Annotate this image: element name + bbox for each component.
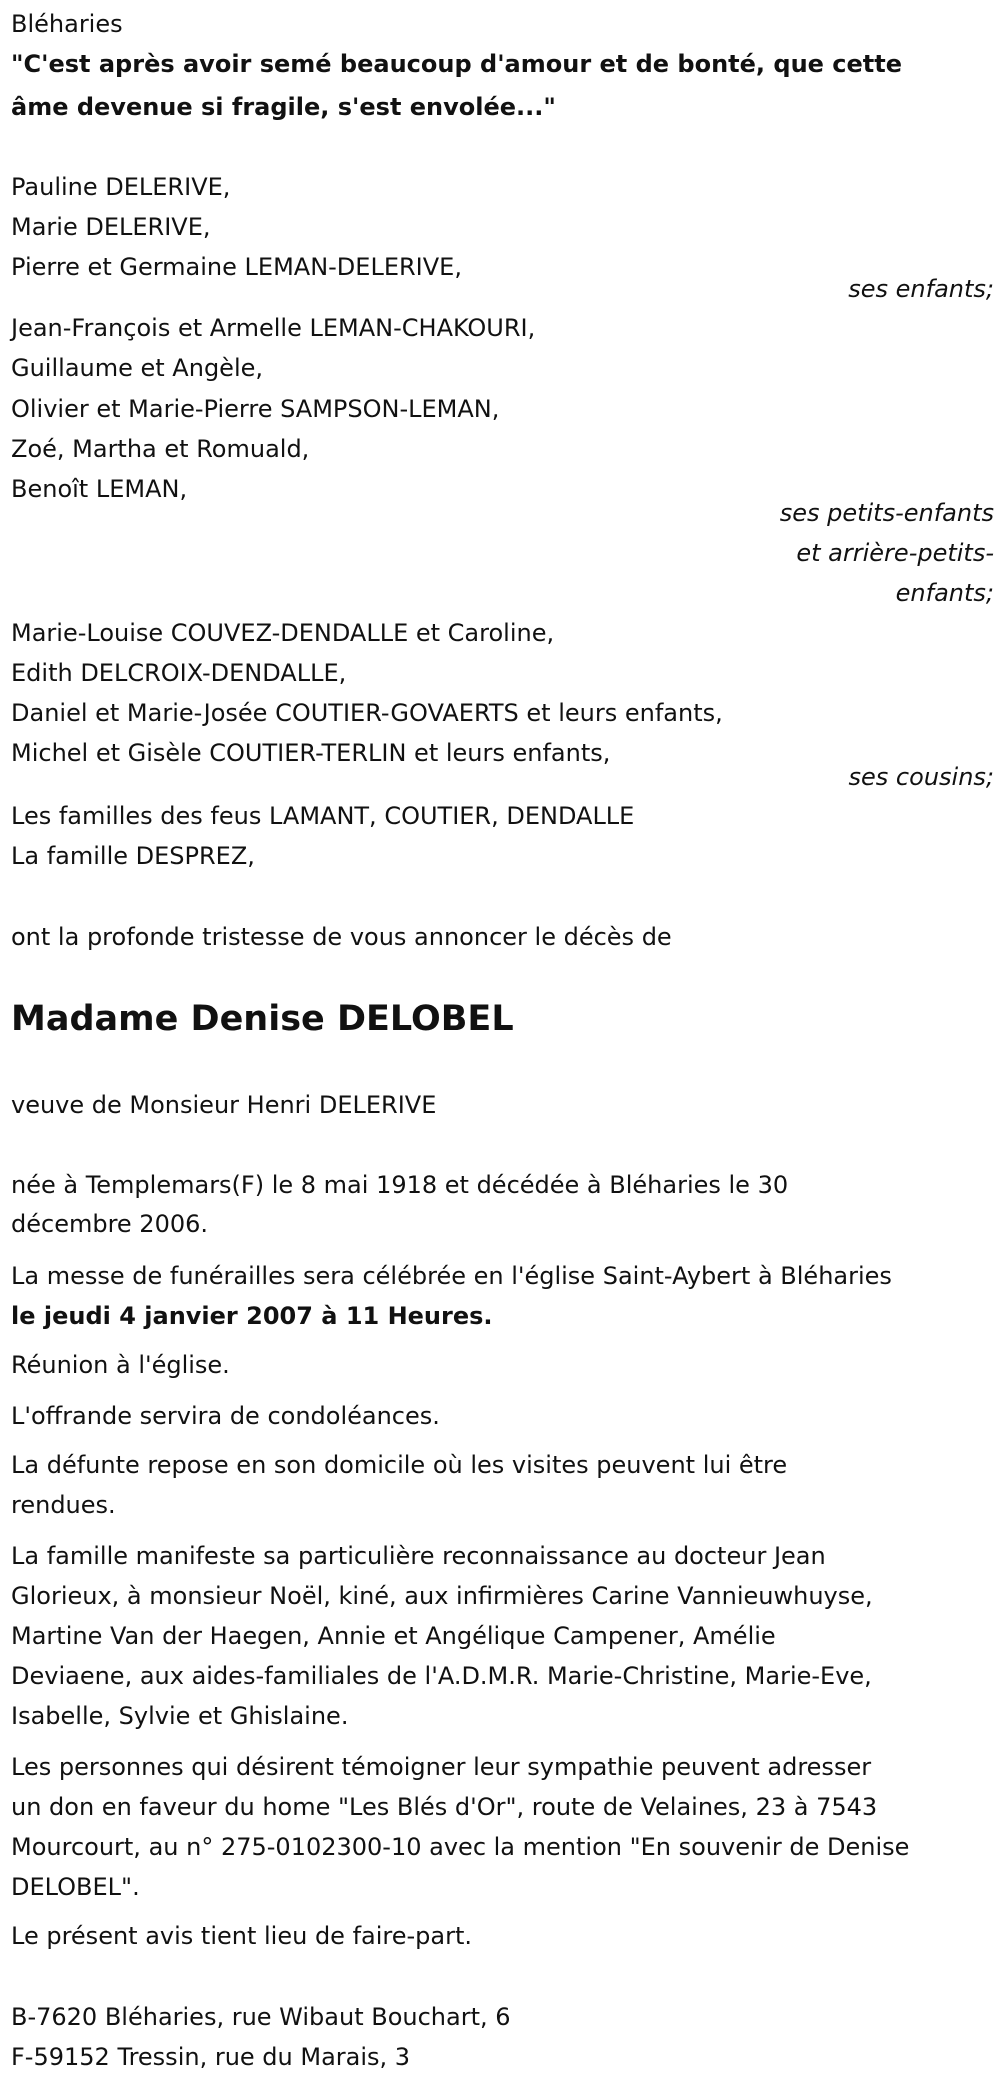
quote-line: âme devenue si fragile, s'est envolée..." xyxy=(11,93,556,121)
rest: La défunte repose en son domicile où les visites peuvent lui être xyxy=(11,1451,788,1479)
address: B-7620 Bléharies, rue Wibaut Bouchart, 6 xyxy=(11,2003,511,2031)
grandchild: Jean-François et Armelle LEMAN-CHAKOURI, xyxy=(11,314,536,342)
quote-line: "C'est après avoir semé beaucoup d'amour et de bonté, que cette xyxy=(11,50,903,78)
grandchildren-label: enfants; xyxy=(895,579,994,607)
thanks: Glorieux, à monsieur Noël, kiné, aux infirmières Carine Vannieuwhuyse, xyxy=(11,1582,873,1610)
donation: un don en faveur du home "Les Blés d'Or", route de Velaines, 23 à 7543 xyxy=(11,1793,878,1821)
grandchildren-label: ses petits-enfants xyxy=(779,499,994,527)
grandchild: Zoé, Martha et Romuald, xyxy=(11,435,310,463)
offering: L'offrande servira de condoléances. xyxy=(11,1402,440,1430)
mass-info: La messe de funérailles sera célébrée en l'église Saint-Aybert à Bléharies xyxy=(11,1262,892,1290)
cousin: Marie-Louise COUVEZ-DENDALLE et Caroline, xyxy=(11,619,555,647)
children-label: ses enfants; xyxy=(848,275,994,303)
thanks: Deviaene, aux aides-familiales de l'A.D.M.R. Marie-Christine, Marie-Eve, xyxy=(11,1662,872,1690)
child: Pierre et Germaine LEMAN-DELERIVE, xyxy=(11,253,462,281)
grandchildren-label: et arrière-petits- xyxy=(796,539,994,567)
child: Pauline DELERIVE, xyxy=(11,173,231,201)
donation: Les personnes qui désirent témoigner leur sympathie peuvent adresser xyxy=(11,1753,872,1781)
thanks: Martine Van der Haegen, Annie et Angélique Campener, Amélie xyxy=(11,1622,776,1650)
donation: Mourcourt, au n° 275-0102300-10 avec la mention "En souvenir de Denise xyxy=(11,1833,910,1861)
rest: rendues. xyxy=(11,1491,116,1519)
grandchild: Benoît LEMAN, xyxy=(11,475,188,503)
address: F-59152 Tressin, rue du Marais, 3 xyxy=(11,2043,411,2071)
cousin: Michel et Gisèle COUTIER-TERLIN et leurs enfants, xyxy=(11,739,611,767)
grandchild: Olivier et Marie-Pierre SAMPSON-LEMAN, xyxy=(11,395,500,423)
place: Bléharies xyxy=(11,10,123,38)
cousin: Edith DELCROIX-DENDALLE, xyxy=(11,659,347,687)
child: Marie DELERIVE, xyxy=(11,213,211,241)
cousin: Daniel et Marie-Josée COUTIER-GOVAERTS et leurs enfants, xyxy=(11,699,723,727)
deceased-name: Madame Denise DELOBEL xyxy=(11,999,514,1039)
family: La famille DESPREZ, xyxy=(11,842,255,870)
announcement: ont la profonde tristesse de vous annoncer le décès de xyxy=(11,923,672,951)
birth-death: décembre 2006. xyxy=(11,1210,209,1238)
meeting: Réunion à l'église. xyxy=(11,1351,230,1379)
thanks: Isabelle, Sylvie et Ghislaine. xyxy=(11,1702,349,1730)
notice: Le présent avis tient lieu de faire-part. xyxy=(11,1922,473,1950)
widow-of: veuve de Monsieur Henri DELERIVE xyxy=(11,1091,437,1119)
thanks: La famille manifeste sa particulière reconnaissance au docteur Jean xyxy=(11,1542,826,1570)
grandchild: Guillaume et Angèle, xyxy=(11,354,263,382)
cousins-label: ses cousins; xyxy=(848,763,994,791)
donation: DELOBEL". xyxy=(11,1873,140,1901)
birth-death: née à Templemars(F) le 8 mai 1918 et décédée à Bléharies le 30 xyxy=(11,1171,789,1199)
mass-date: le jeudi 4 janvier 2007 à 11 Heures. xyxy=(11,1302,493,1330)
family: Les familles des feus LAMANT, COUTIER, DENDALLE xyxy=(11,802,635,830)
